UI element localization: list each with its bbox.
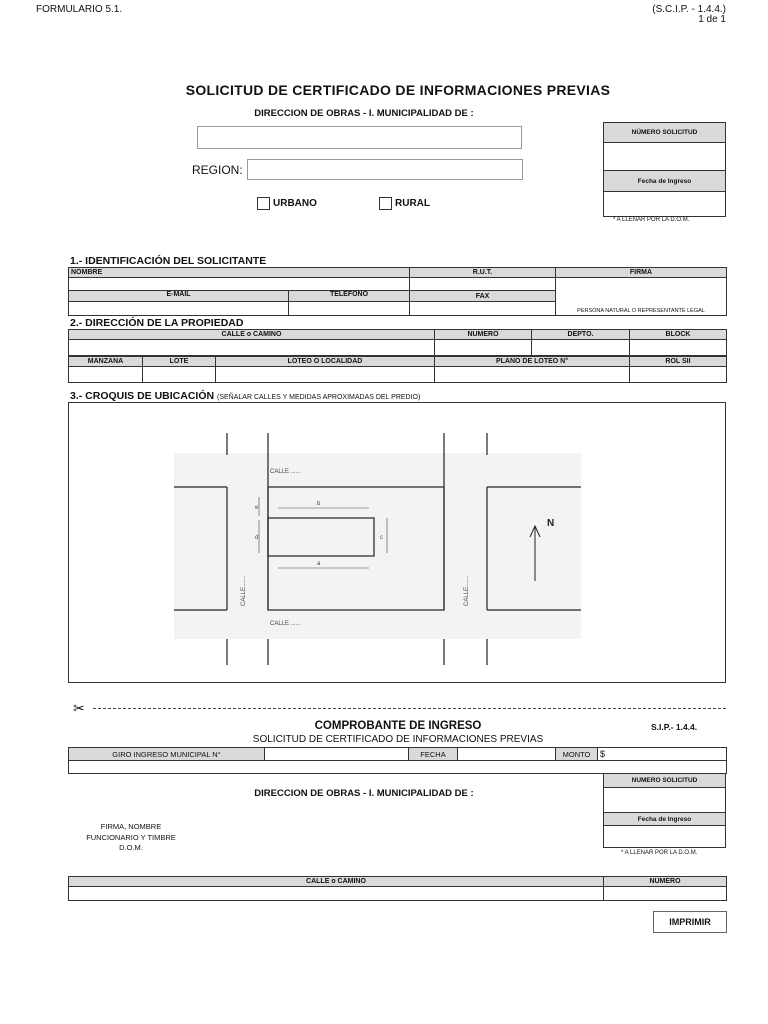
croquis-diagram xyxy=(69,403,725,682)
fecha-field[interactable] xyxy=(458,748,556,761)
solicitante-table xyxy=(68,267,727,316)
block-field[interactable] xyxy=(630,340,727,356)
comprobante-direccion: DIRECCION DE OBRAS - I. MUNICIPALIDAD DE : xyxy=(254,788,474,799)
depto-field[interactable] xyxy=(532,340,630,356)
loteo-field[interactable] xyxy=(216,367,435,383)
comprobante-calle-table xyxy=(68,876,727,901)
direccion-label: DIRECCION DE OBRAS - I. MUNICIPALIDAD DE : xyxy=(254,108,474,119)
comprobante-fecha-field[interactable] xyxy=(604,826,725,848)
block-header: BLOCK xyxy=(630,330,727,340)
region-input[interactable] xyxy=(247,159,523,180)
urbano-label: URBANO xyxy=(273,198,317,209)
currency-symbol: $ xyxy=(600,749,606,759)
comprobante-code: S.I.P.- 1.4.4. xyxy=(651,722,698,732)
calle-right-label: CALLE....... xyxy=(464,575,470,606)
comprobante-numero-label: NUMERO SOLICITUD xyxy=(604,774,725,788)
calle-bottom-label: CALLE ...... xyxy=(270,621,301,627)
dim-a-label: a xyxy=(317,561,321,567)
firma-line1: FIRMA, NOMBRE xyxy=(100,822,162,831)
dim-e-label: e xyxy=(255,505,259,511)
firma-line2: FUNCIONARIO Y TIMBRE xyxy=(86,832,176,842)
lote-header: LOTE xyxy=(143,357,216,367)
nombre-header: NOMBRE xyxy=(69,268,410,278)
rol-field[interactable] xyxy=(630,367,727,383)
fax-header: FAX xyxy=(410,291,556,302)
print-button[interactable]: IMPRIMIR xyxy=(653,911,727,933)
plano-header: PLANO DE LOTEO N° xyxy=(435,357,630,367)
section3-title-text: 3.- CROQUIS DE UBICACIÓN xyxy=(70,390,215,402)
email-field[interactable] xyxy=(69,302,289,315)
calle-header: CALLE o CAMINO xyxy=(69,330,435,340)
comprobante-numero-field[interactable] xyxy=(604,788,725,813)
dom-side-box xyxy=(603,122,726,217)
lote-field[interactable] xyxy=(143,367,216,383)
comprobante-fecha-label: Fecha de Ingreso xyxy=(604,813,725,826)
dom-note: * A LLENAR POR LA D.O.M. xyxy=(613,217,690,223)
section1-title: 1.- IDENTIFICACIÓN DEL SOLICITANTE xyxy=(70,255,267,267)
calle-left-label: CALLE....... xyxy=(241,575,247,606)
comprobante-numero-field2[interactable] xyxy=(604,887,727,901)
comprobante-spacer-row xyxy=(69,761,727,774)
comprobante-calle-header: CALLE o CAMINO xyxy=(69,877,604,887)
rural-checkbox[interactable] xyxy=(379,197,392,210)
north-label: N xyxy=(547,518,555,529)
dim-b-label: b xyxy=(317,501,321,507)
section2-title: 2.- DIRECCIÓN DE LA PROPIEDAD xyxy=(70,317,244,329)
firma-header: FIRMA xyxy=(556,268,727,278)
cut-line xyxy=(93,708,726,709)
numero-field[interactable] xyxy=(435,340,532,356)
fax-field[interactable] xyxy=(410,302,556,316)
comprobante-subtitle: SOLICITUD DE CERTIFICADO DE INFORMACIONES PREVIAS xyxy=(252,734,544,745)
manzana-header: MANZANA xyxy=(69,357,143,367)
comprobante-numero-header: NÚMERO xyxy=(604,877,727,887)
rol-header: ROL SII xyxy=(630,357,727,367)
rural-label: RURAL xyxy=(395,198,430,209)
comprobante-calle-field[interactable] xyxy=(69,887,604,901)
manzana-field[interactable] xyxy=(69,367,143,383)
nombre-field[interactable] xyxy=(69,278,410,291)
persona-label: PERSONA NATURAL O REPRESENTANTE LEGAL xyxy=(577,308,705,314)
numero-header: NUMERO xyxy=(435,330,532,340)
telefono-field[interactable] xyxy=(289,302,409,315)
croquis-background xyxy=(174,453,581,639)
comprobante-note: * A LLENAR POR LA D.O.M. xyxy=(621,850,698,856)
municipalidad-input[interactable] xyxy=(197,126,522,149)
croquis-box xyxy=(68,402,726,683)
email-header: E-MAIL xyxy=(69,291,289,301)
form-id: FORMULARIO 5.1. xyxy=(36,4,123,15)
propiedad-table-1 xyxy=(68,329,727,356)
dim-d-label: d xyxy=(255,535,259,541)
fecha-ingreso-label: Fecha de Ingreso xyxy=(604,171,725,192)
monto-header: MONTO xyxy=(556,748,598,761)
region-label: REGION: xyxy=(192,163,243,177)
monto-field[interactable] xyxy=(598,748,727,761)
urbano-checkbox[interactable] xyxy=(257,197,270,210)
numero-solicitud-field[interactable] xyxy=(604,143,725,171)
firma-field[interactable] xyxy=(556,278,727,316)
plano-field[interactable] xyxy=(435,367,630,383)
section3-title xyxy=(70,390,420,402)
giro-field[interactable] xyxy=(265,748,409,761)
rut-header: R.U.T. xyxy=(410,268,556,278)
numero-solicitud-label: NÚMERO SOLICITUD xyxy=(604,123,725,143)
form-code: (S.C.I.P. - 1.4.4.) xyxy=(652,4,726,15)
form-title: SOLICITUD DE CERTIFICADO DE INFORMACIONES PREVIAS xyxy=(185,82,611,98)
page-indicator: 1 de 1 xyxy=(698,14,726,25)
depto-header: DEPTO. xyxy=(532,330,630,340)
comprobante-side-box xyxy=(603,773,726,848)
telefono-header: TELEFONO xyxy=(329,291,369,298)
calle-field[interactable] xyxy=(69,340,435,356)
scissors-icon: ✂ xyxy=(73,700,85,716)
dim-c-label: c xyxy=(380,535,383,541)
comprobante-title: COMPROBANTE DE INGRESO xyxy=(314,720,482,732)
giro-header: GIRO INGRESO MUNICIPAL N° xyxy=(69,748,265,761)
loteo-header: LOTEO O LOCALIDAD xyxy=(216,357,435,367)
rut-field[interactable] xyxy=(410,278,556,291)
fecha-header: FECHA xyxy=(409,748,458,761)
fecha-ingreso-field[interactable] xyxy=(604,192,725,217)
propiedad-table-2 xyxy=(68,356,727,383)
section3-subtitle: (SEÑALAR CALLES Y MEDIDAS APROXIMADAS DEL PREDIO) xyxy=(217,394,421,401)
firma-line3: D.O.M. xyxy=(119,843,143,852)
firma-funcionario xyxy=(66,822,196,854)
comprobante-table xyxy=(68,747,727,774)
calle-top-label: CALLE ...... xyxy=(270,469,301,475)
